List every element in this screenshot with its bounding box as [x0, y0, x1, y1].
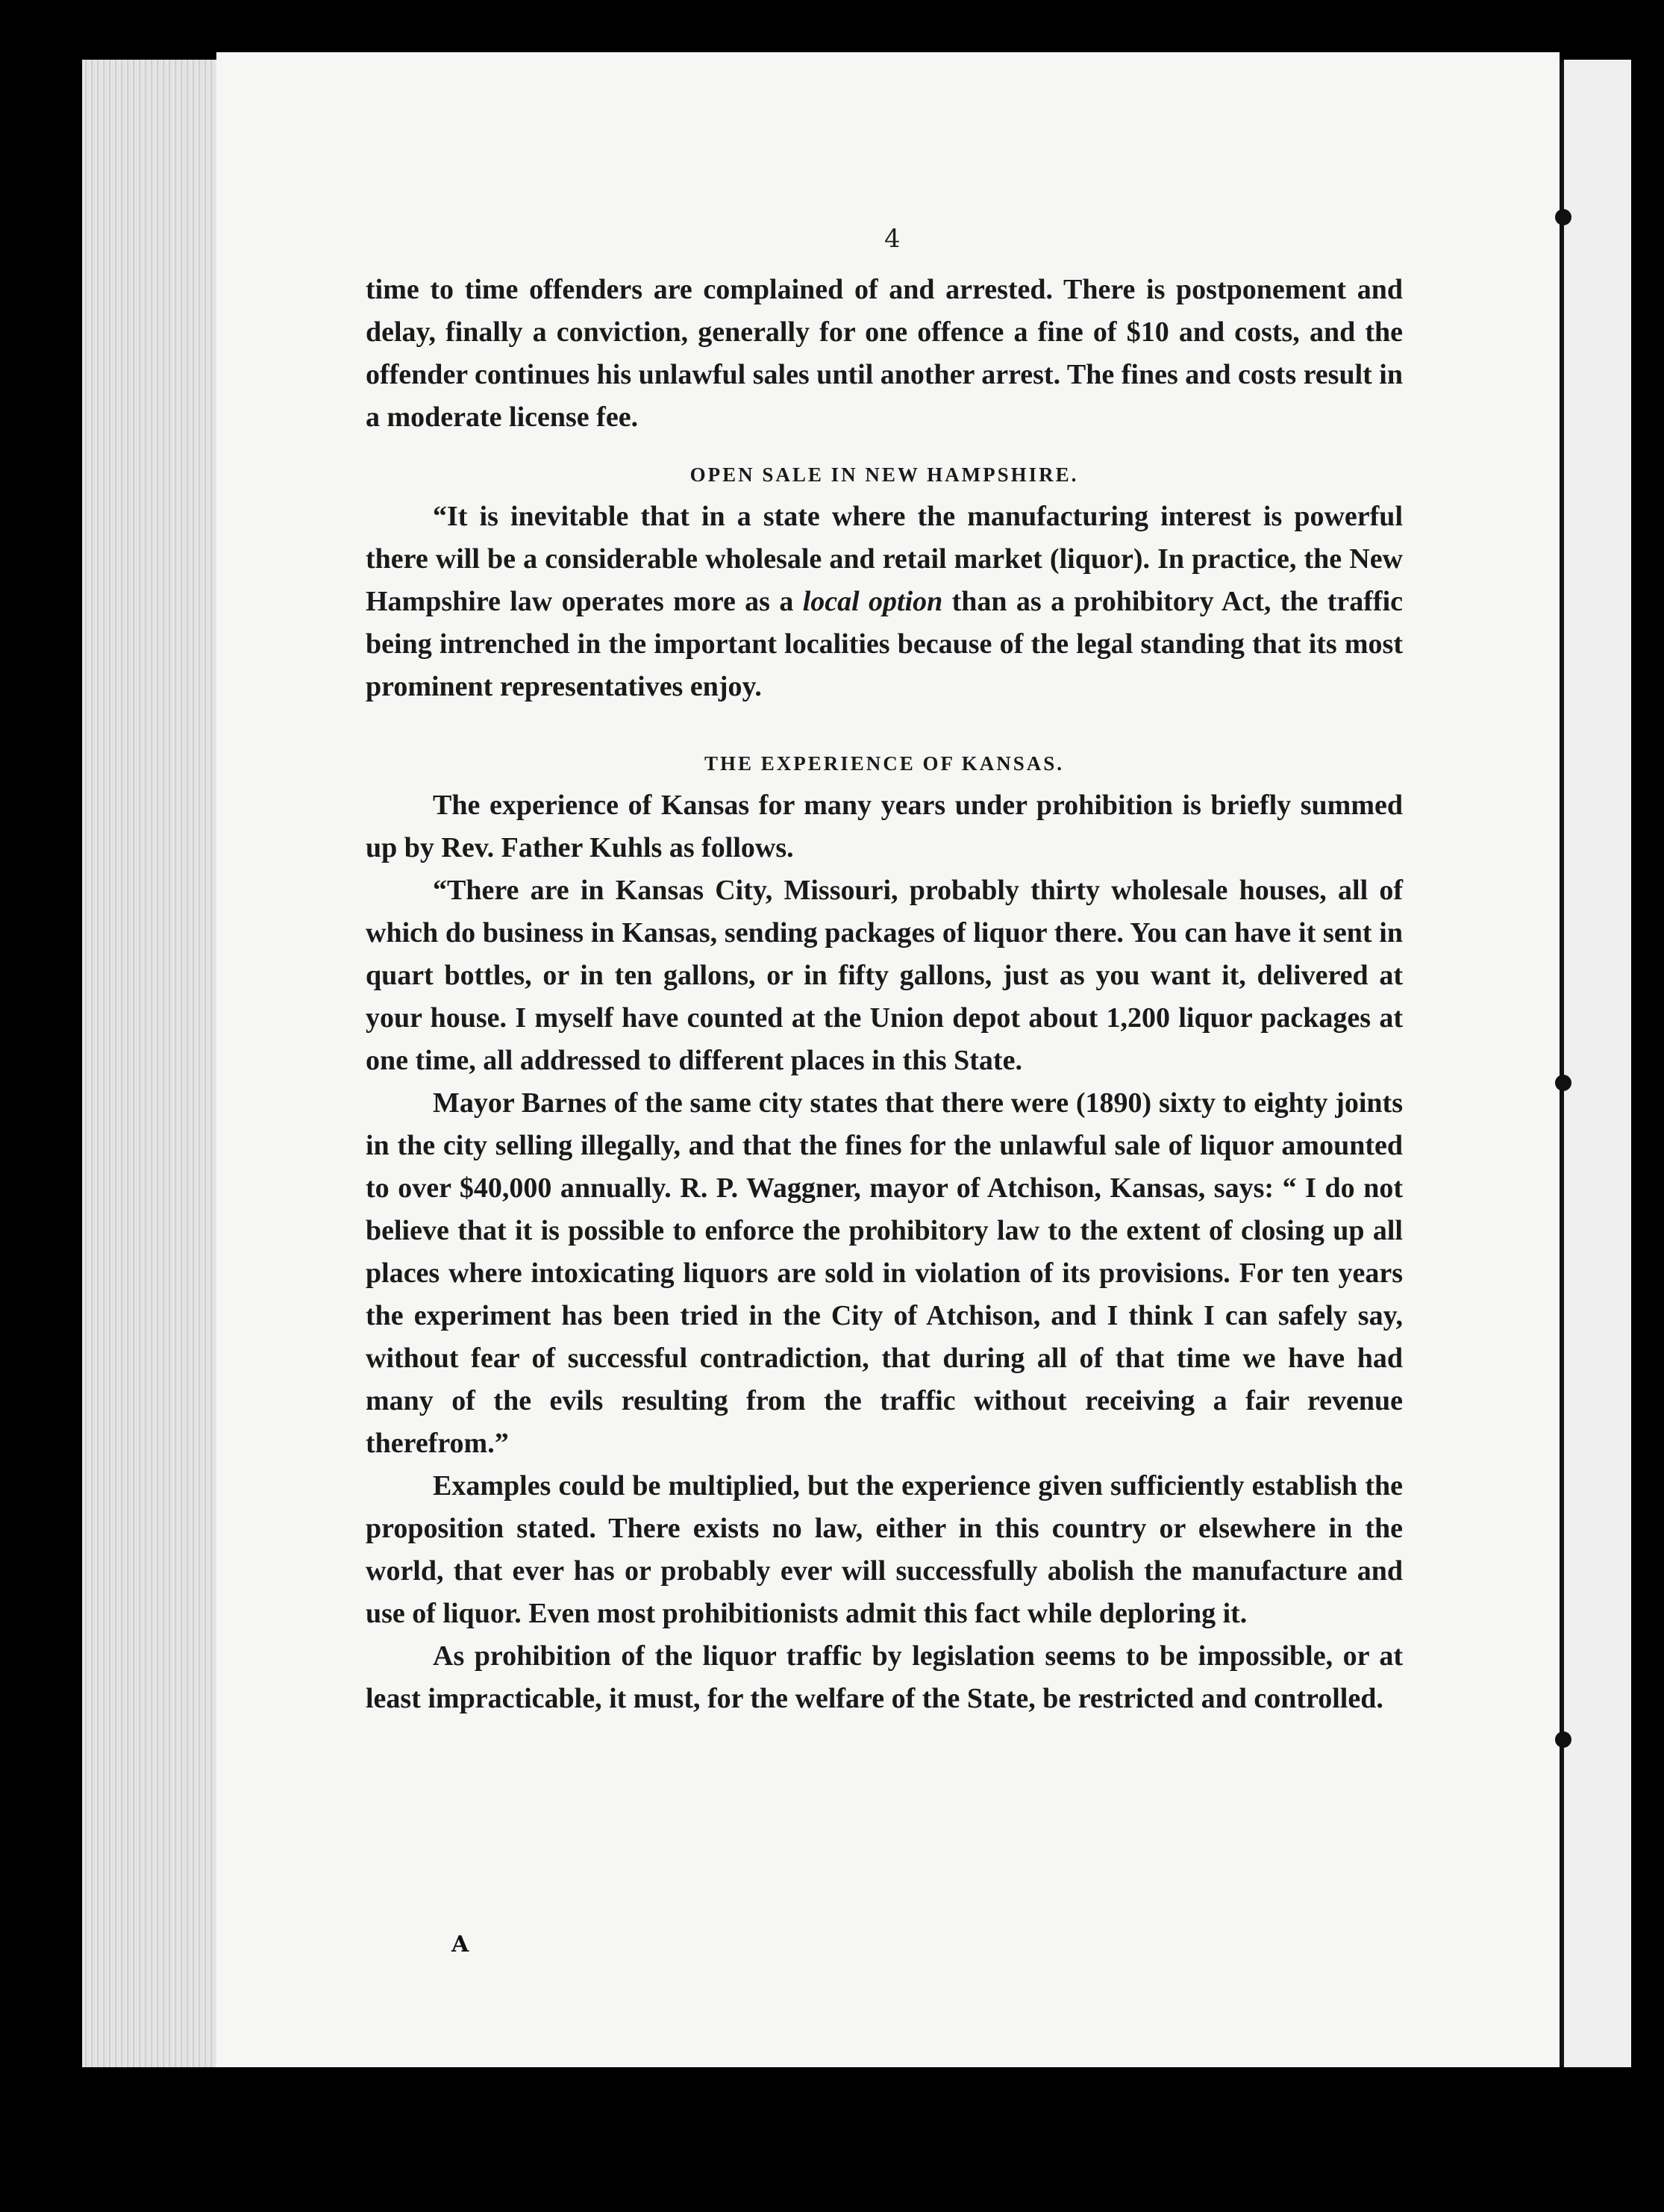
nh-text-end: than as a prohibitory Act, the traffic being intrenched in the important localities because of the legal standing that its most prominent representatives enjoy. [366, 586, 1403, 702]
paragraph-new-hampshire [366, 496, 1403, 708]
paragraph-kansas-barnes: Mayor Barnes of the same city states that there were (1890) sixty to eighty joints in the city selling illegally, and that the fines for the unlawful sale of liquor amounted to over $40,000 annually. R. P. Waggner, mayor of Atchison, Kansas, says: “ I do not believe that it is possible to enforce the prohibitory law to the extent of closing up all places where intoxicating liquors are sold in violation of its provisions. For ten years the experiment has been tried in the City of Atchison, and I think I can safely say, without fear of successful contradiction, that during all of that time we have had many of the evils resulting from the traffic without receiving a fair revenue therefrom.” [366, 1087, 1403, 1459]
page-number: 4 [884, 224, 901, 254]
paragraph-kansas-quote: “There are in Kansas City, Missouri, probably thirty wholesale houses, all of which do business in Kansas, sending packages of liquor there. You can have it sent in quart bottles, or in ten gallons, or in fifty gallons, just as you want it, delivered at your house. I myself have counted at the Union depot about 1,200 liquor packages at one time, all addressed to different places in this State. [366, 875, 1403, 1076]
paragraph-examples: Examples could be multiplied, but the experience given sufficiently establish the proposition stated. There exists no law, either in this country or elsewhere in the world, that ever has or probably ever will successfully abolish the manufacture and use of liquor. Even most prohibitionists admit this fact while deploring it. [366, 1470, 1403, 1629]
binding-notch [1555, 209, 1571, 225]
binding-notch [1555, 1731, 1571, 1748]
binding-notch [1555, 1075, 1571, 1091]
nh-text-start: “It is inevitable that in a state where the manufacturing interest is powerful there will be a considerable wholesale and retail market (liquor). In practice, the New Hampshire law operates more as a [366, 501, 1403, 617]
signature-mark: A [451, 1931, 469, 1958]
page-edges [82, 60, 224, 2067]
paragraph-kansas-intro: The experience of Kansas for many years under prohibition is briefly summed up by Rev. Father Kuhls as follows. [366, 790, 1403, 863]
heading-new-hampshire: OPEN SALE IN NEW HAMPSHIRE. [689, 463, 1079, 486]
page-text [366, 269, 1403, 1720]
nh-italic-phrase: local option [802, 586, 943, 617]
paragraph-opening: time to time offenders are complained of and arrested. There is postponement and delay, finally a conviction, generally for one offence a fine of $10 and costs, and the offender continues his unlawful sales until another arrest. The fines and costs result in a moderate license fee. [366, 274, 1403, 433]
facing-page-edge [1560, 60, 1631, 2067]
paragraph-conclusion: As prohibition of the liquor traffic by legislation seems to be impossible, or at least impracticable, it must, for the welfare of the State, be restricted and controlled. [366, 1640, 1403, 1714]
heading-kansas: THE EXPERIENCE OF KANSAS. [704, 752, 1065, 775]
